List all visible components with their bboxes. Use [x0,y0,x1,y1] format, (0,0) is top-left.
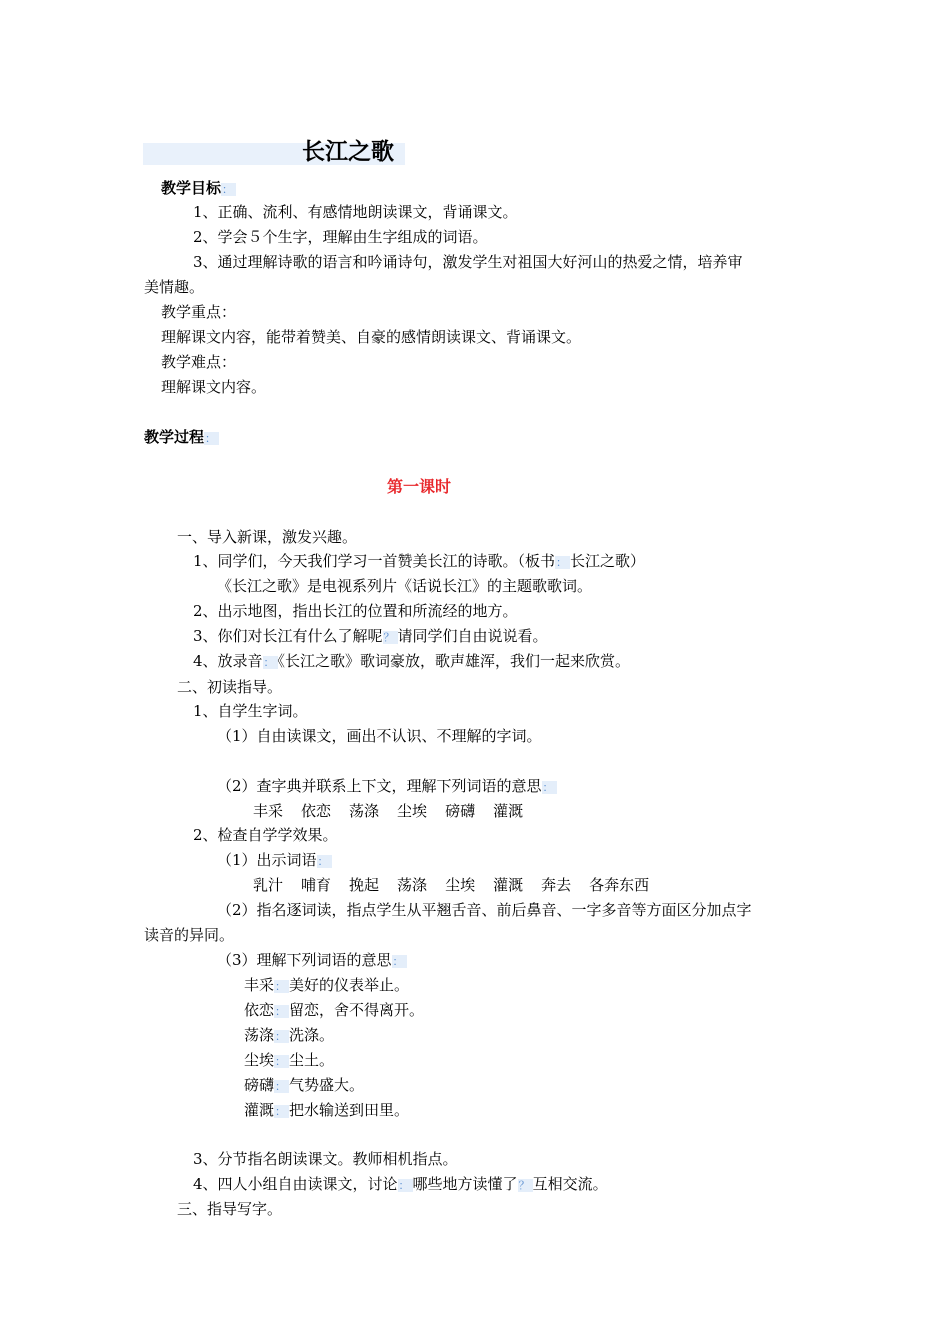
goals-heading: 教学目标： [161,178,236,200]
step-2-1-1: （1）自由读课文，画出不认识、不理解的字词。 [217,727,542,745]
word-item: 丰采 [253,802,284,820]
word-item: 灌溉 [493,876,524,894]
section-3-heading: 三、指导写字。 [177,1200,283,1218]
step-1-1: 1、同学们，今天我们学习一首赞美长江的诗歌。（板书： 长江之歌） [193,552,646,570]
word-item: 灌溉 [493,802,524,820]
word-list-2 [253,875,667,895]
goal-3-line1: 3、通过理解诗歌的语言和吟诵诗句，激发学生对祖国大好河山的热爱之情，培养审 [193,253,743,271]
step-1-3: 3、你们对长江有什么了解呢？ 请同学们自由说说看。 [193,627,548,645]
word-list-1 [253,801,541,821]
definition-item: 磅礴： 气势盛大。 [244,1076,365,1094]
step-2-2-2-line2: 读音的异同。 [144,926,235,944]
word-item: 依恋 [301,802,332,820]
section-2-heading: 二、初读指导。 [177,678,283,696]
lesson-title: 第一课时 [387,477,452,496]
process-heading: 教学过程： [144,427,219,449]
word-item: 尘埃 [397,802,428,820]
goal-3-line2: 美情趣。 [144,278,205,296]
section-1-heading: 一、导入新课，激发兴趣。 [177,528,358,546]
key-heading: 教学重点： [161,303,237,321]
word-item: 磅礴 [445,802,476,820]
difficulty-heading: 教学难点： [161,353,237,371]
document-title: 长江之歌 [302,139,394,165]
word-item: 奔去 [541,876,572,894]
step-2-2-1: （1）出示词语： [217,850,332,872]
definition-item: 丰采： 美好的仪表举止。 [244,976,410,994]
step-2-2-2-line1: （2）指名逐词读，指点学生从平翘舌音、前后鼻音、一字多音等方面区分加点字 [217,901,752,919]
goal-1: 1、正确、流利、有感情地朗读课文，背诵课文。 [193,203,518,221]
difficulty-text: 理解课文内容。 [161,378,267,396]
definition-item: 灌溉： 把水输送到田里。 [244,1101,410,1119]
word-item: 尘埃 [445,876,476,894]
word-item: 荡涤 [349,802,380,820]
definition-item: 依恋： 留恋，舍不得离开。 [244,1001,425,1019]
definition-item: 荡涤： 洗涤。 [244,1026,335,1044]
key-text: 理解课文内容，能带着赞美、自豪的感情朗读课文、背诵课文。 [161,328,582,346]
step-2-4: 4、四人小组自由读课文，讨论： 哪些地方读懂了？ 互相交流。 [193,1175,608,1193]
step-2-2: 2、检查自学学效果。 [193,826,338,844]
step-2-2-3: （3）理解下列词语的意思： [217,950,407,972]
word-item: 各奔东西 [589,876,650,894]
goal-2: 2、学会５个生字，理解由生字组成的词语。 [193,228,488,246]
step-2-1-2: （2）查字典并联系上下文，理解下列词语的意思： [217,776,557,798]
step-1-2: 2、出示地图，指出长江的位置和所流经的地方。 [193,602,518,620]
word-item: 哺育 [301,876,332,894]
step-1-4: 4、放录音： 《长江之歌》歌词豪放，歌声雄浑，我们一起来欣赏。 [193,652,631,670]
word-item: 乳汁 [253,876,284,894]
word-item: 挽起 [349,876,380,894]
step-1-1-note: 《长江之歌》是电视系列片《话说长江》的主题歌歌词。 [217,577,593,595]
definition-item: 尘埃： 尘土。 [244,1051,335,1069]
step-2-1: 1、自学生字词。 [193,702,308,720]
word-item: 荡涤 [397,876,428,894]
step-2-3: 3、分节指名朗读课文。教师相机指点。 [193,1150,458,1168]
